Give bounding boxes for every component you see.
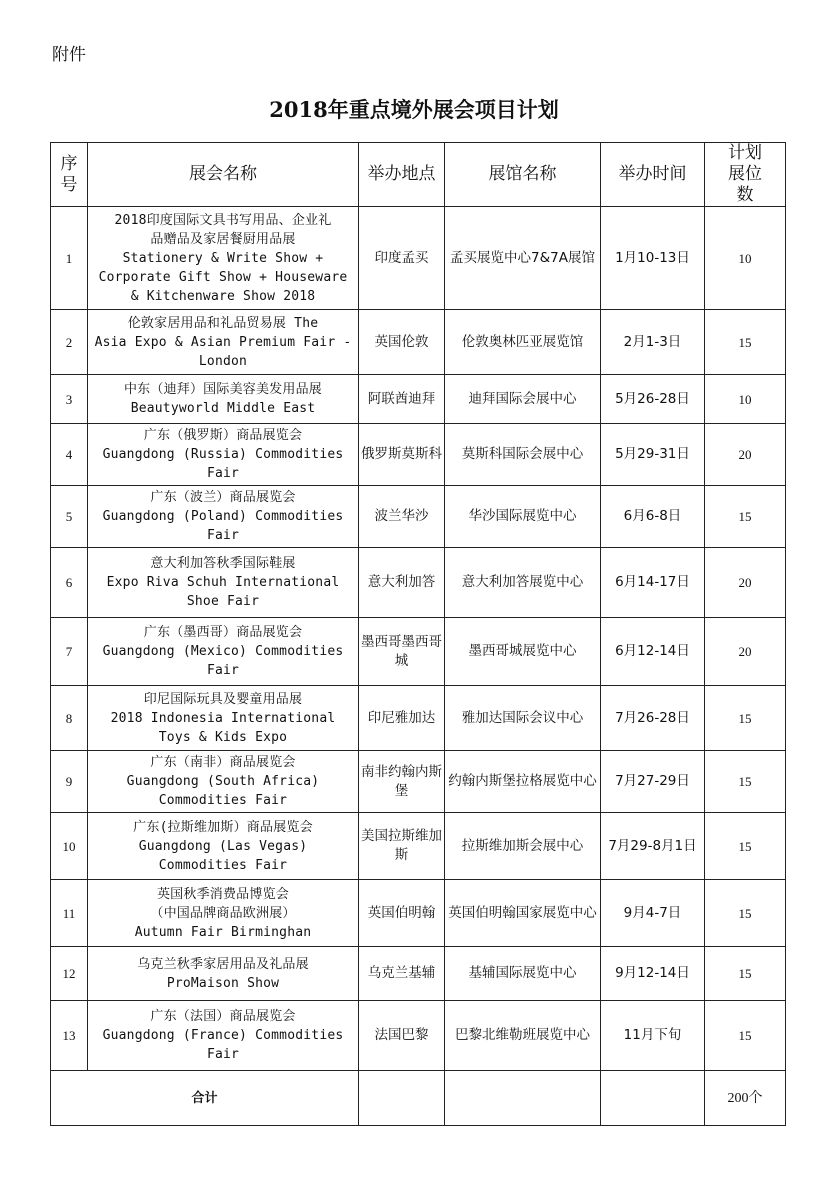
- booth-count: 20: [705, 618, 786, 686]
- exhibition-name-line: & Kitchenware Show 2018: [130, 288, 316, 304]
- exhibition-name-line: Beautyworld Middle East: [130, 401, 316, 416]
- venue: 拉斯维加斯会展中心: [445, 813, 601, 880]
- date: 2月1-3日: [601, 310, 705, 375]
- exhibition-name-line: Toys & Kids Expo: [158, 729, 288, 745]
- table-row: [51, 548, 786, 618]
- exhibition-name: [88, 548, 359, 618]
- date: 9月4-7日: [601, 880, 705, 947]
- header-location: 举办地点: [359, 143, 445, 207]
- exhibition-name-line: Stationery & Write Show +: [122, 250, 324, 266]
- exhibition-name: [88, 207, 359, 310]
- location: 美国拉斯维加斯: [359, 813, 445, 880]
- booth-count: 15: [705, 880, 786, 947]
- exhibition-name-line: 2018 Indonesia International: [110, 710, 336, 726]
- exhibition-name-line: Guangdong (France) Commodities: [102, 1028, 344, 1043]
- exhibition-name-line: 乌克兰秋季家居用品及礼品展: [137, 956, 309, 972]
- row-number: 10: [51, 813, 88, 880]
- booth-count: 20: [705, 424, 786, 486]
- row-number: 12: [51, 947, 88, 1001]
- exhibition-name: [88, 880, 359, 947]
- venue: 巴黎北维勒班展览中心: [445, 1001, 601, 1071]
- exhibition-name-line: Autumn Fair Birminghan: [134, 924, 312, 940]
- venue: 莫斯科国际会展中心: [445, 424, 601, 486]
- row-number: 9: [51, 751, 88, 813]
- date: 9月12-14日: [601, 947, 705, 1001]
- booth-count: 10: [705, 207, 786, 310]
- row-number: 8: [51, 686, 88, 751]
- exhibition-name: [88, 310, 359, 375]
- exhibition-name-line: 品赠品及家居餐厨用品展: [150, 231, 296, 247]
- row-number: 4: [51, 424, 88, 486]
- venue: 孟买展览中心7&7A展馆: [445, 207, 601, 310]
- venue: 意大利加答展览中心: [445, 548, 601, 618]
- exhibition-name: [88, 375, 359, 424]
- exhibition-name-line: Fair: [206, 1047, 240, 1062]
- exhibition-name-line: London: [198, 353, 248, 369]
- exhibition-name-line: 广东(拉斯维加斯）商品展览会: [133, 819, 313, 835]
- booth-count: 15: [705, 751, 786, 813]
- exhibition-name: [88, 486, 359, 548]
- row-number: 3: [51, 375, 88, 424]
- booth-count: 15: [705, 947, 786, 1001]
- exhibition-name: [88, 1001, 359, 1071]
- exhibition-name-line: 广东（波兰）商品展览会: [150, 490, 296, 505]
- exhibition-name-line: Fair: [206, 663, 240, 678]
- exhibition-name-line: 广东（南非）商品展览会: [150, 755, 296, 770]
- exhibition-name-line: 伦敦家居用品和礼品贸易展 The: [127, 315, 319, 331]
- date: 7月29-8月1日: [601, 813, 705, 880]
- table-row: [51, 310, 786, 375]
- row-number: 13: [51, 1001, 88, 1071]
- location: 印度孟买: [359, 207, 445, 310]
- exhibition-name: [88, 751, 359, 813]
- exhibition-name: [88, 424, 359, 486]
- exhibition-name-line: Fair: [206, 466, 240, 481]
- table-row: [51, 375, 786, 424]
- booth-count: 15: [705, 686, 786, 751]
- venue: 伦敦奥林匹亚展览馆: [445, 310, 601, 375]
- venue: 华沙国际展览中心: [445, 486, 601, 548]
- exhibition-plan-table: [50, 142, 786, 1126]
- location: 乌克兰基辅: [359, 947, 445, 1001]
- date: 5月26-28日: [601, 375, 705, 424]
- exhibition-name-line: 广东（俄罗斯）商品展览会: [143, 428, 303, 443]
- header-booths: 计划展位数: [705, 143, 786, 207]
- exhibition-name-line: Guangdong (Russia) Commodities: [102, 447, 344, 462]
- table-row: [51, 751, 786, 813]
- exhibition-name-line: Guangdong (Poland) Commodities: [102, 509, 344, 524]
- header-time: 举办时间: [601, 143, 705, 207]
- date: 6月6-8日: [601, 486, 705, 548]
- row-number: 7: [51, 618, 88, 686]
- table-row: [51, 813, 786, 880]
- exhibition-name-line: 广东（法国）商品展览会: [150, 1009, 296, 1024]
- booth-count: 15: [705, 813, 786, 880]
- booth-count: 20: [705, 548, 786, 618]
- venue: 约翰内斯堡拉格展览中心: [445, 751, 601, 813]
- booth-count: 15: [705, 1001, 786, 1071]
- total-empty-cell: [601, 1071, 705, 1126]
- total-empty-cell: [445, 1071, 601, 1126]
- exhibition-name-line: Shoe Fair: [186, 594, 260, 609]
- location: 阿联酋迪拜: [359, 375, 445, 424]
- exhibition-name-line: Corporate Gift Show + Houseware: [98, 269, 348, 285]
- total-row: [51, 1071, 786, 1126]
- exhibition-name-line: Expo Riva Schuh International: [106, 575, 340, 590]
- row-number: 2: [51, 310, 88, 375]
- venue: 雅加达国际会议中心: [445, 686, 601, 751]
- booth-count: 10: [705, 375, 786, 424]
- exhibition-name: [88, 686, 359, 751]
- location: 南非约翰内斯堡: [359, 751, 445, 813]
- table-row: [51, 686, 786, 751]
- total-empty-cell: [359, 1071, 445, 1126]
- venue: 墨西哥城展览中心: [445, 618, 601, 686]
- table-row: [51, 1001, 786, 1071]
- header-venue: 展馆名称: [445, 143, 601, 207]
- location: 意大利加答: [359, 548, 445, 618]
- exhibition-name-line: Guangdong (South Africa): [126, 774, 320, 789]
- row-number: 6: [51, 548, 88, 618]
- location: 法国巴黎: [359, 1001, 445, 1071]
- exhibition-name-line: Commodities Fair: [158, 793, 288, 808]
- row-number: 5: [51, 486, 88, 548]
- location: 英国伦敦: [359, 310, 445, 375]
- location: 印尼雅加达: [359, 686, 445, 751]
- date: 7月27-29日: [601, 751, 705, 813]
- exhibition-name-line: 印尼国际玩具及婴童用品展: [143, 691, 303, 707]
- attachment-label: 附件: [52, 45, 86, 65]
- exhibition-name-line: ProMaison Show: [166, 975, 280, 991]
- exhibition-name-line: Guangdong (Mexico) Commodities: [102, 644, 344, 659]
- table-row: [51, 880, 786, 947]
- booth-count: 15: [705, 486, 786, 548]
- exhibition-name-line: 意大利加答秋季国际鞋展: [150, 556, 296, 571]
- exhibition-name-line: Asia Expo & Asian Premium Fair -: [94, 334, 352, 350]
- venue: 迪拜国际会展中心: [445, 375, 601, 424]
- date: 6月12-14日: [601, 618, 705, 686]
- table-row: [51, 424, 786, 486]
- date: 6月14-17日: [601, 548, 705, 618]
- exhibition-name-line: 英国秋季消费品博览会: [156, 886, 289, 902]
- table-header-row: [51, 143, 786, 207]
- page-title: 2018年重点境外展会项目计划: [269, 97, 559, 122]
- table-row: [51, 207, 786, 310]
- booth-count: 15: [705, 310, 786, 375]
- exhibition-name-line: （中国品牌商品欧洲展）: [150, 905, 296, 921]
- location: 英国伯明翰: [359, 880, 445, 947]
- header-no: 序号: [51, 143, 88, 207]
- venue: 英国伯明翰国家展览中心: [445, 880, 601, 947]
- exhibition-name: [88, 813, 359, 880]
- location: 墨西哥墨西哥城: [359, 618, 445, 686]
- total-value: 200个: [705, 1071, 786, 1126]
- date: 1月10-13日: [601, 207, 705, 310]
- venue: 基辅国际展览中心: [445, 947, 601, 1001]
- exhibition-name-line: 广东（墨西哥）商品展览会: [143, 625, 303, 640]
- location: 俄罗斯莫斯科: [359, 424, 445, 486]
- row-number: 11: [51, 880, 88, 947]
- date: 5月29-31日: [601, 424, 705, 486]
- table-row: [51, 618, 786, 686]
- row-number: 1: [51, 207, 88, 310]
- exhibition-name-line: Fair: [206, 528, 240, 543]
- exhibition-name: [88, 947, 359, 1001]
- total-label: 合计: [51, 1071, 359, 1126]
- table-row: [51, 486, 786, 548]
- date: 11月下旬: [601, 1001, 705, 1071]
- exhibition-name: [88, 618, 359, 686]
- exhibition-name-line: Guangdong (Las Vegas): [138, 838, 308, 854]
- exhibition-name-line: 中东（迪拜）国际美容美发用品展: [123, 382, 322, 397]
- exhibition-name-line: 2018印度国际文具书写用品、企业礼: [114, 212, 332, 228]
- header-name: 展会名称: [88, 143, 359, 207]
- table-row: [51, 947, 786, 1001]
- location: 波兰华沙: [359, 486, 445, 548]
- date: 7月26-28日: [601, 686, 705, 751]
- exhibition-name-line: Commodities Fair: [158, 857, 288, 873]
